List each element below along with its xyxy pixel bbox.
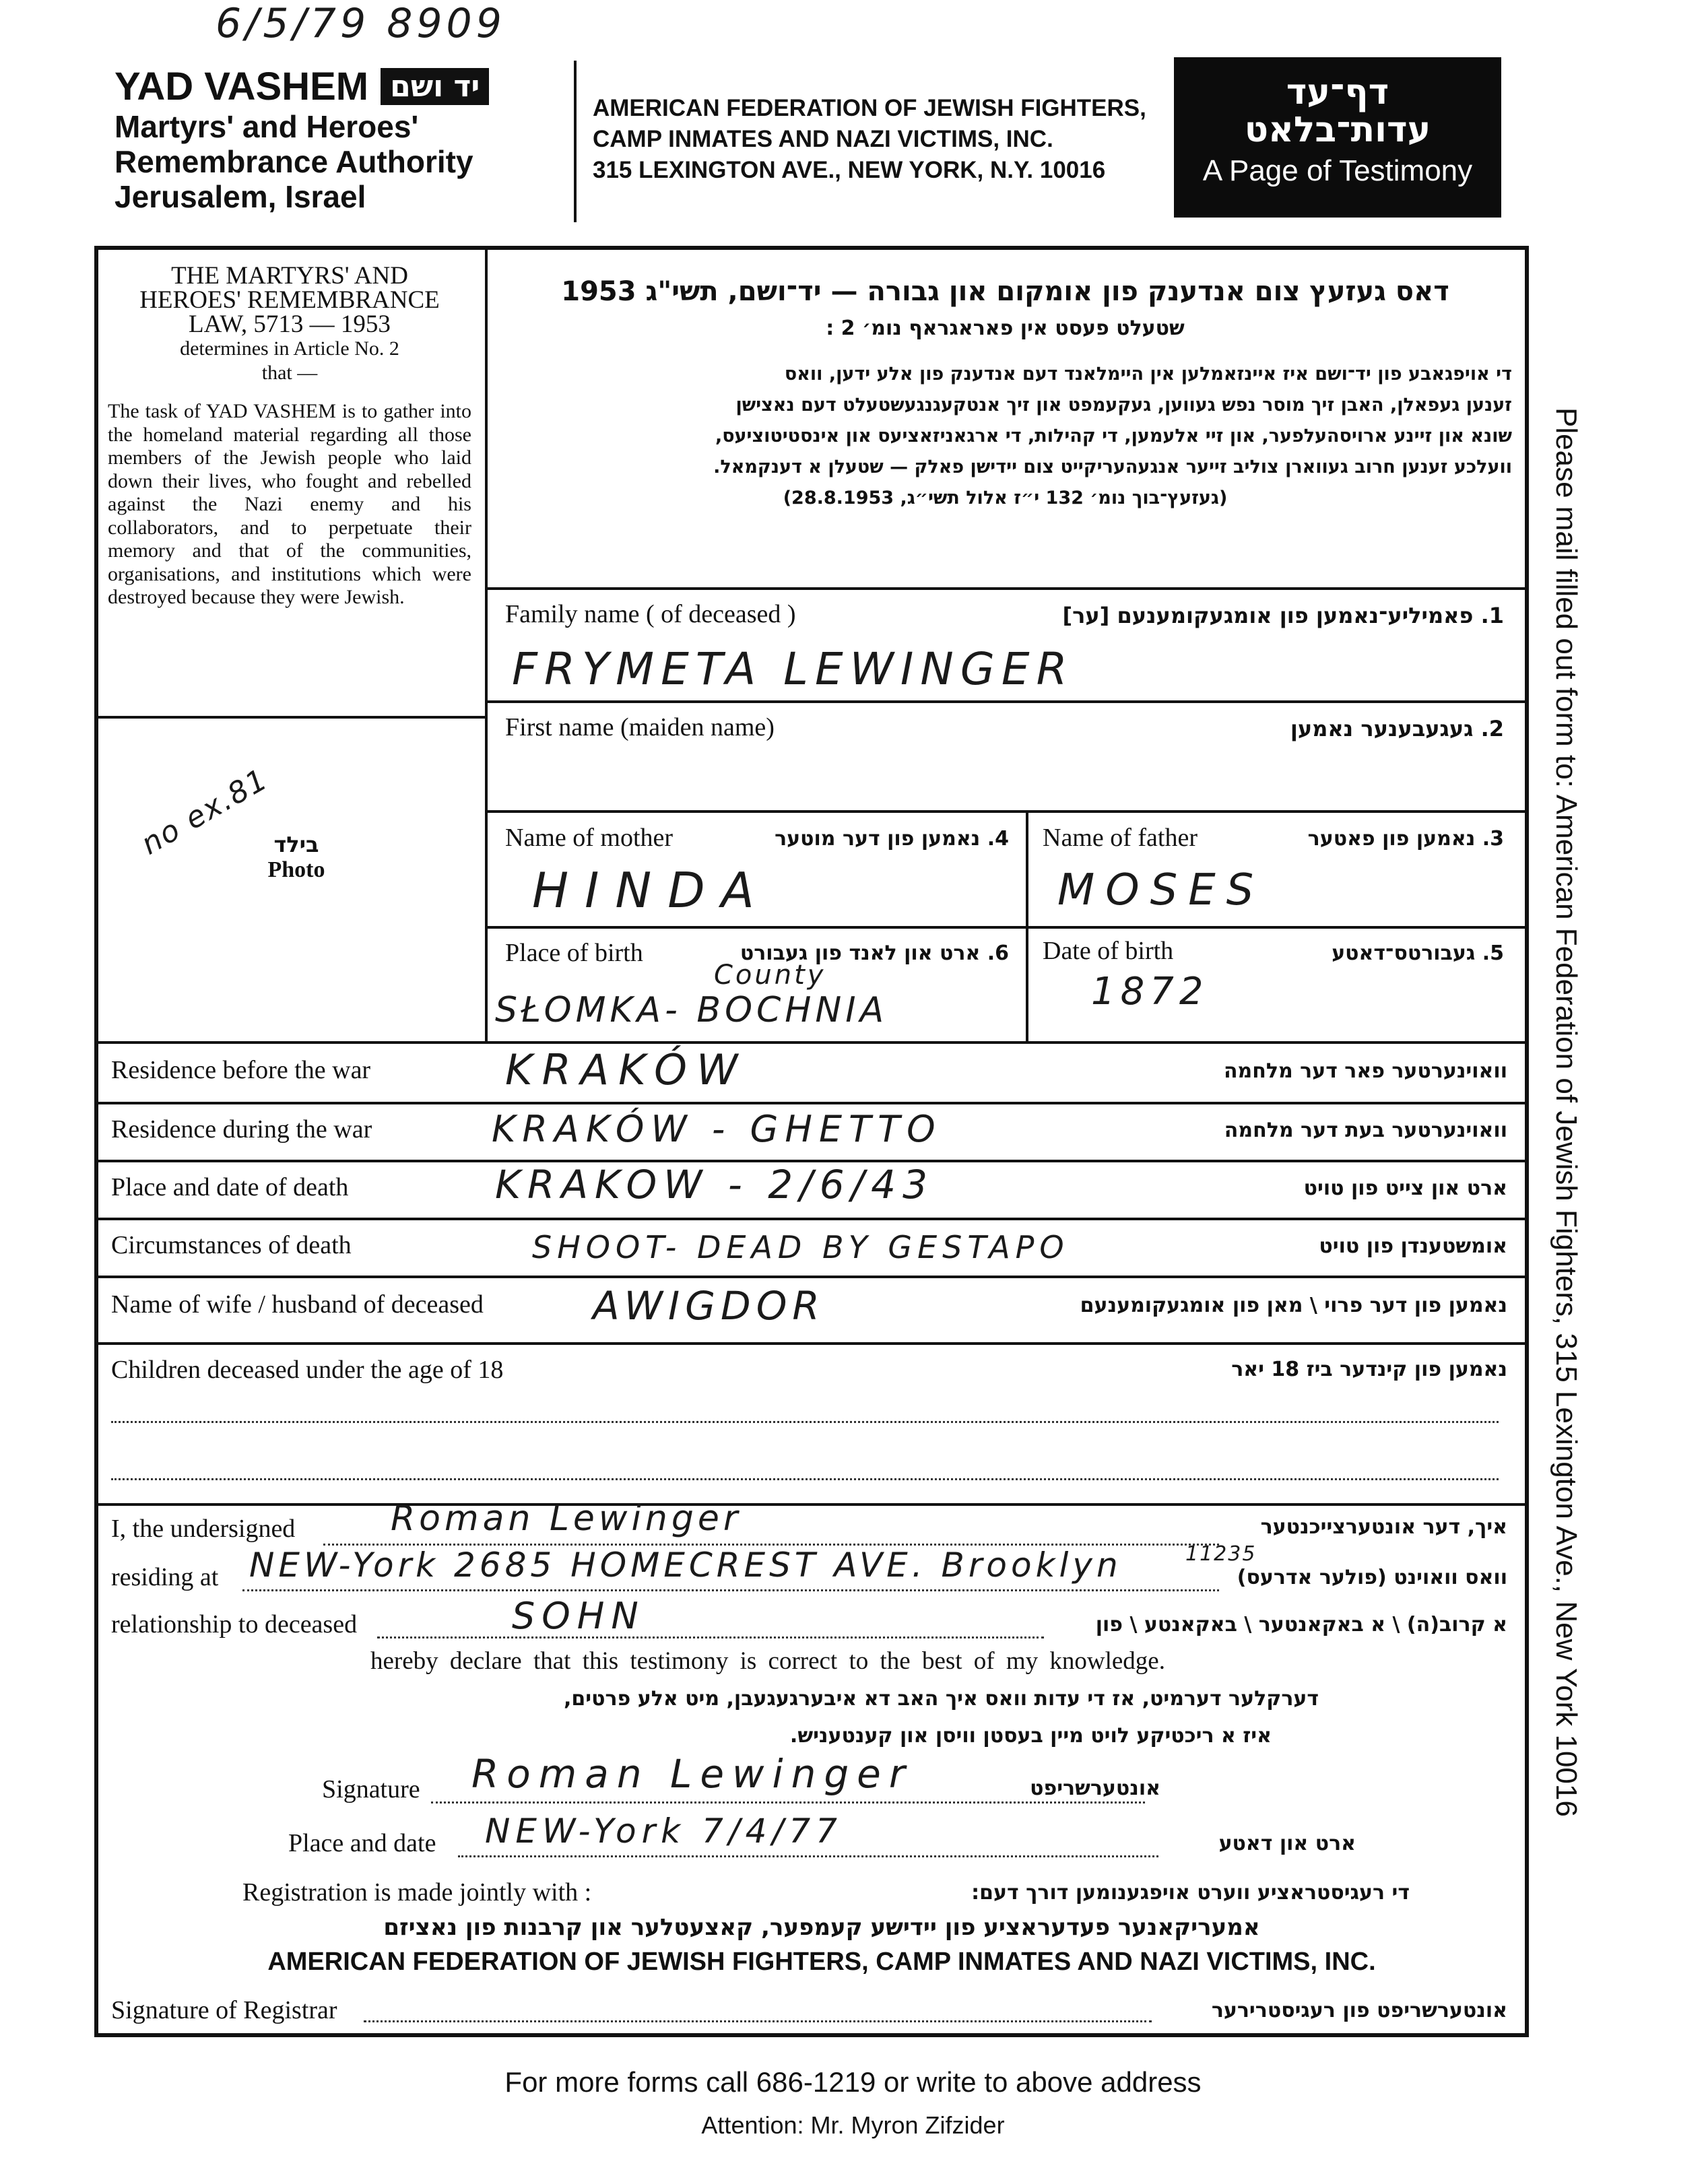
registrar-signature-heb: אונטערשריפט פון רעגיסטרירער <box>1211 1999 1507 2022</box>
declare-english: hereby declare that this testimony is correct to the best of my knowledge. <box>370 1647 1165 1675</box>
yad-vashem-hebrew-logo: יד ושם <box>381 68 489 105</box>
law-body: The task of YAD VASHEM is to gather into the homeland material regarding all those members of the Jewish people who laid down their lives, who fought and rebelled against the Nazi enemy and his collaborators, and to perpetuate their memory and that of the communities, organisations, and institutions which were destroyed because they were Jewish. <box>108 400 471 608</box>
children-line-1[interactable] <box>111 1421 1499 1423</box>
mid-column-divider <box>1026 810 1028 1043</box>
relationship-heb: א קרוב(ה) \ א באקאנטער \ באקאנטע \ פון <box>1095 1613 1507 1636</box>
federation-line3: 315 LEXINGTON AVE., NEW YORK, N.Y. 10016 <box>593 157 1106 183</box>
place-of-birth-heb: 6. ארט און לאנד פון געבורט <box>740 941 1009 965</box>
children-line-2[interactable] <box>111 1478 1499 1480</box>
yad-vashem-block <box>114 64 572 219</box>
yad-vashem-line2: Remembrance Authority <box>114 144 473 179</box>
circumstances-value[interactable]: SHOOT- DEAD BY GESTAPO <box>532 1229 1070 1265</box>
date-of-birth-heb: 5. געבורטס־דאטע <box>1332 941 1504 965</box>
side-mail-note: Please mail filled out form to: American Federation of Jewish Fighters, 315 Lexington Ave., New York 10016 <box>1550 407 1583 1817</box>
place-and-date-label: Place and date <box>288 1829 436 1857</box>
row-divider-5 <box>94 1041 1529 1044</box>
declare-heb-2: איז א ריכטיקע לויט מיין בעסטן וויסן און קענטעניש. <box>789 1724 1272 1748</box>
undersigned-label: I, the undersigned <box>111 1515 296 1543</box>
place-of-birth-value[interactable]: SŁOMKA- BOCHNIA <box>495 990 888 1030</box>
undersigned-value[interactable]: Roman Lewinger <box>391 1498 742 1539</box>
law-yiddish-block <box>498 276 1512 514</box>
law-box <box>108 264 471 609</box>
signature-value[interactable]: Roman Lewinger <box>471 1751 913 1797</box>
spouse-heb: נאמען פון דער פרוי \ מאן פון אומגעקומענעם <box>1080 1294 1507 1317</box>
place-and-date-heb: ארט און דאטע <box>1218 1832 1356 1855</box>
spouse-label: Name of wife / husband of deceased <box>111 1290 484 1319</box>
mother-heb: 4. נאמען פון דער מוטער <box>775 827 1009 851</box>
registration-heb: די רעגיסטראציע ווערט אויפגענומען דורך דעם: <box>971 1881 1410 1905</box>
yad-vashem-line1: Martyrs' and Heroes' <box>114 109 419 144</box>
signature-line <box>431 1801 1145 1804</box>
row-divider-6 <box>94 1102 1529 1104</box>
residing-zip[interactable]: 11235 <box>1185 1542 1257 1566</box>
footer-line2: Attention: Mr. Myron Zifzider <box>701 2111 1005 2139</box>
law-heb-body1: די אויפגאבע פון יד־ושם איז איינזאמלען אין היימלאנד דעם אנדענק פון אלע ידען, וואס <box>784 364 1512 385</box>
residence-during-heb: וואוינערטער בעת דער מלחמה <box>1224 1119 1507 1142</box>
organization-heb: אמעריקאנער פעדעראציע פון יידישע קעמפער, קאצעטלער און קרבנות פון נאציזם <box>383 1914 1260 1941</box>
photo-box <box>256 832 337 883</box>
law-title5: that — <box>261 362 318 384</box>
place-date-death-label: Place and date of death <box>111 1173 349 1201</box>
page-title: A Page of Testimony <box>1202 154 1473 187</box>
row-divider-4 <box>485 926 1529 929</box>
first-name-label: First name (maiden name) <box>505 713 775 741</box>
law-title3: LAW, 5713 — 1953 <box>189 310 391 338</box>
residing-value[interactable]: NEW-York 2685 HOMECREST AVE. Brooklyn <box>249 1546 1122 1585</box>
date-of-birth-label: Date of birth <box>1043 937 1174 965</box>
page-heb-line2: עדות־בלאט <box>1244 110 1431 150</box>
law-title1: THE MARTYRS' AND <box>171 262 408 290</box>
circumstances-heb: אומשטענדן פון טויט <box>1319 1234 1507 1258</box>
signature-label: Signature <box>322 1775 420 1804</box>
residence-before-label: Residence before the war <box>111 1056 371 1084</box>
law-heb-body2: זענען געפאלן, האבן זיך מוסר נפש געווען, געקעמפט און זיך אנטקעגנגעשטעלט דעם נאצישן <box>735 395 1512 416</box>
father-label: Name of father <box>1043 824 1198 852</box>
row-divider-3 <box>485 810 1529 813</box>
family-name-label: Family name ( of deceased ) <box>505 600 796 628</box>
residence-during-label: Residence during the war <box>111 1115 372 1144</box>
registration-label: Registration is made jointly with : <box>242 1878 592 1907</box>
registrar-signature-label: Signature of Registrar <box>111 1996 337 2024</box>
law-heb-title: דאס געזעץ צום אנדענק פון אומקום און גבורה — יד־ושם, תשי"ג 1953 <box>561 276 1449 307</box>
row-divider-2 <box>485 700 1529 703</box>
registrar-signature-line[interactable] <box>364 2020 1152 2022</box>
family-name-value[interactable]: FRYMETA LEWINGER <box>512 643 1074 695</box>
place-of-birth-label: Place of birth <box>505 939 643 967</box>
relationship-value[interactable]: SOHN <box>512 1595 645 1637</box>
row-divider-8 <box>94 1218 1529 1220</box>
law-title2: HEROES' REMEMBRANCE <box>139 286 440 314</box>
relationship-line <box>377 1636 1044 1639</box>
federation-block <box>593 93 1146 186</box>
place-of-birth-extra[interactable]: County <box>714 960 826 991</box>
residence-during-value[interactable]: KRAKÓW - GHETTO <box>492 1108 942 1150</box>
left-column-divider <box>485 246 488 1044</box>
header-divider <box>574 61 577 222</box>
father-heb: 3. נאמען פון פאטער <box>1307 827 1504 851</box>
photo-annotation: no ex.81 <box>135 762 274 862</box>
law-photo-divider <box>94 716 486 719</box>
law-heb-body5: (געזעץ־בוך נומ׳ 132 י״ז אלול תשי״ג, 28.8.1953) <box>783 488 1228 508</box>
law-title4: determines in Article No. 2 <box>180 337 399 360</box>
father-value[interactable]: MOSES <box>1057 865 1265 915</box>
children-label: Children deceased under the age of 18 <box>111 1356 504 1384</box>
yad-vashem-title: YAD VASHEM <box>114 65 369 108</box>
circumstances-label: Circumstances of death <box>111 1231 352 1259</box>
top-annotation: 6/5/79 8909 <box>216 0 506 47</box>
undersigned-heb: איך, דער אונטערצייכנטער <box>1260 1515 1507 1539</box>
place-and-date-value[interactable]: NEW-York 7/4/77 <box>485 1812 843 1851</box>
family-name-heb: 1. פאמיליע־נאמען פון אומגעקומענעם [ער] <box>1062 603 1504 628</box>
declare-heb-1: דערקלער דערמיט, אז די עדות וואס איך האב דא איבערגעגעבן, מיט אלע פרטים, <box>563 1687 1319 1711</box>
organization-english: AMERICAN FEDERATION OF JEWISH FIGHTERS, CAMP INMATES AND NAZI VICTIMS, INC. <box>267 1948 1376 1976</box>
mother-label: Name of mother <box>505 824 674 852</box>
row-divider-10 <box>94 1342 1529 1345</box>
place-date-death-heb: ארט און צייט פון טויט <box>1303 1177 1507 1200</box>
children-heb: נאמען פון קינדער ביז 18 יאר <box>1231 1358 1507 1381</box>
date-of-birth-value[interactable]: 1872 <box>1091 970 1209 1014</box>
first-name-heb: 2. געגעבענער נאמען <box>1290 716 1504 741</box>
law-heb-body4: וועלכע זענען חרוב געווארן צוליב זייער אנגעהעריקייט צום יידישן פאלק — שטעלן א דענקמאל. <box>713 457 1512 477</box>
residence-before-value[interactable]: KRAKÓW <box>505 1045 748 1094</box>
federation-line2: CAMP INMATES AND NAZI VICTIMS, INC. <box>593 126 1053 152</box>
signature-heb: אונטערשריפט <box>1030 1777 1160 1800</box>
residing-heb: וואס וואוינט (פולער אדרעס) <box>1237 1566 1507 1589</box>
row-divider-1 <box>485 587 1529 590</box>
residing-line <box>242 1589 1219 1591</box>
page-heb-line1: דף־עד <box>1286 72 1389 112</box>
law-heb-body3: שונא און זיינע ארויסהעלפער, און זיי אלעמען, די קהילות, די ארגאניזאציעס און אינסטיטוציעס, <box>715 426 1512 446</box>
relationship-label: relationship to deceased <box>111 1610 358 1639</box>
row-divider-9 <box>94 1276 1529 1278</box>
yad-vashem-line3: Jerusalem, Israel <box>114 179 366 214</box>
footer-line1: For more forms call 686-1219 or write to above address <box>504 2066 1202 2098</box>
law-heb-sub: שטעלט פעסט אין פאראגראף נומ׳ 2 : <box>826 317 1185 340</box>
photo-heb: בילד <box>273 832 319 857</box>
place-and-date-line <box>458 1855 1158 1857</box>
residing-label: residing at <box>111 1563 219 1591</box>
row-divider-11 <box>94 1503 1529 1506</box>
place-date-death-value[interactable]: KRAKOW - 2/6/43 <box>495 1162 934 1207</box>
spouse-value[interactable]: AWIGDOR <box>593 1283 825 1329</box>
photo-label: Photo <box>267 857 325 882</box>
residence-before-heb: וואוינערטער פאר דער מלחמה <box>1223 1059 1507 1083</box>
mother-value[interactable]: HINDA <box>532 862 770 919</box>
federation-line1: AMERICAN FEDERATION OF JEWISH FIGHTERS, <box>593 95 1146 121</box>
page-of-testimony-box <box>1174 57 1501 218</box>
